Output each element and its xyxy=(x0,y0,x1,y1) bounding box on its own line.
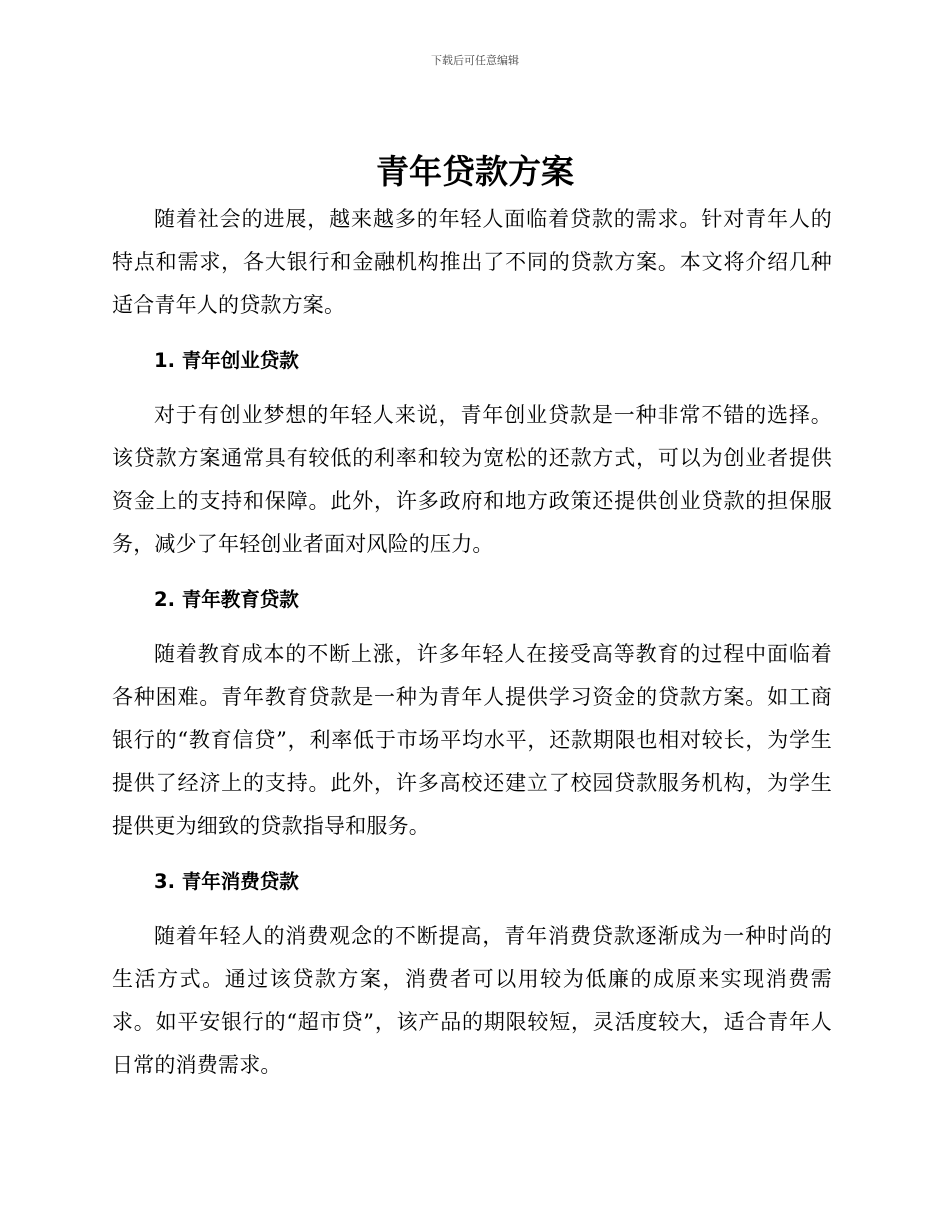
document-title: 青年贷款方案 xyxy=(376,152,574,191)
page-header-note: 下载后可任意编辑 xyxy=(431,54,519,67)
section-body-education-loan: 随着教育成本的不断上涨，许多年轻人在接受高等教育的过程中面临着各种困难。青年教育贷款是一种为青年人提供学习资金的贷款方案。如工商银行的“教育信贷”，利率低于市场平均水平，还款期限也相对较长，为学生提供了经济上的支持。此外，许多高校还建立了校园贷款服务机构，为学生提供更为细致的贷款指导和服务。 xyxy=(112,642,832,838)
section-heading-startup-loan: 1. 青年创业贷款 xyxy=(154,349,299,372)
document-body xyxy=(112,198,832,1087)
section-body-consumer-loan: 随着年轻人的消费观念的不断提高，青年消费贷款逐渐成为一种时尚的生活方式。通过该贷款方案，消费者可以用较为低廉的成原来实现消费需求。如平安银行的“超市贷”，该产品的期限较短，灵活度较大，适合青年人日常的消费需求。 xyxy=(112,924,832,1077)
section-body-startup-loan: 对于有创业梦想的年轻人来说，青年创业贷款是一种非常不错的选择。该贷款方案通常具有较低的利率和较为宽松的还款方式，可以为创业者提供资金上的支持和保障。此外，许多政府和地方政策还提供创业贷款的担保服务，减少了年轻创业者面对风险的压力。 xyxy=(112,403,832,556)
section-heading-consumer-loan: 3. 青年消费贷款 xyxy=(154,870,299,893)
intro-paragraph: 随着社会的进展，越来越多的年轻人面临着贷款的需求。针对青年人的特点和需求，各大银行和金融机构推出了不同的贷款方案。本文将介绍几种适合青年人的贷款方案。 xyxy=(112,207,832,317)
section-heading-education-loan: 2. 青年教育贷款 xyxy=(154,588,299,611)
